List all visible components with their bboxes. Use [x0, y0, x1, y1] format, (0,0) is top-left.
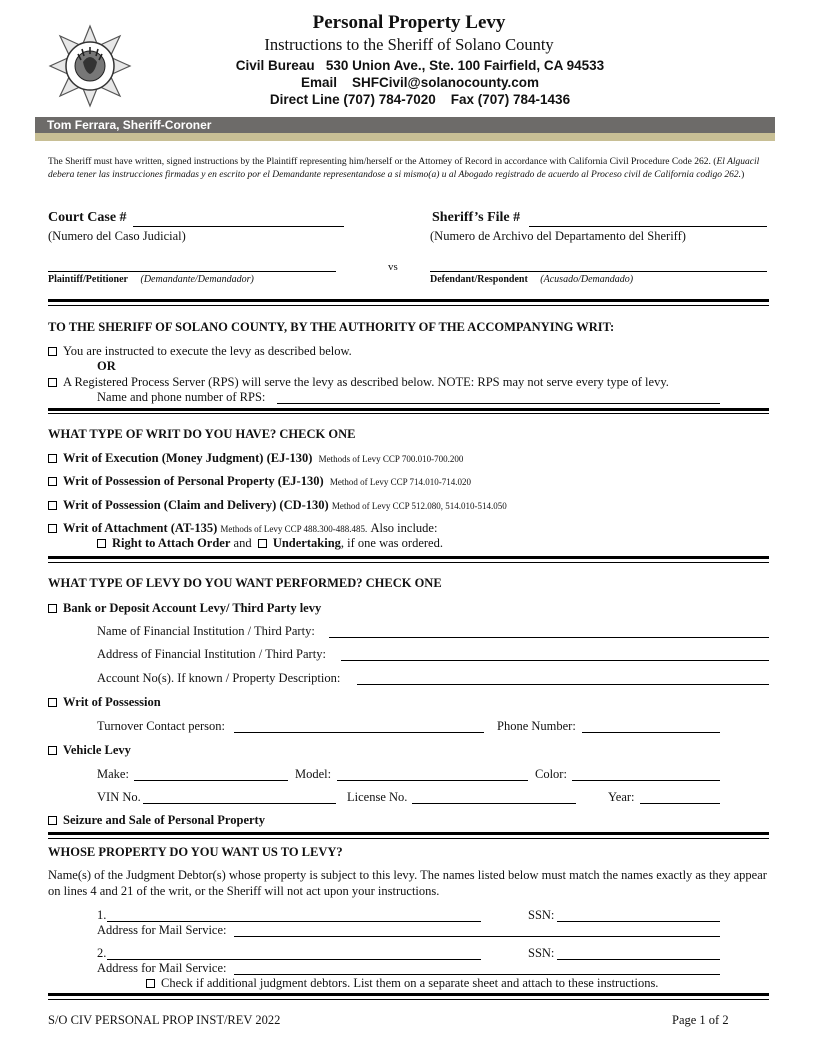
court-case-sub: (Numero del Caso Judicial) [48, 229, 186, 243]
checkbox-writ-execution[interactable] [48, 454, 57, 463]
authority-heading: TO THE SHERIFF OF SOLANO COUNTY, BY THE AUTHORITY OF THE ACCOMPANYING WRIT: [48, 320, 615, 334]
form-id: S/O CIV PERSONAL PROP INST/REV 2022 [48, 1013, 281, 1027]
attachment-extras: Right to Attach Order and Undertaking, if one was ordered. [97, 536, 443, 551]
page-number: Page 1 of 2 [672, 1013, 729, 1027]
whose-paragraph: Name(s) of the Judgment Debtor(s) whose property is subject to this levy. The names listed below must match the names exactly as they appear on lines 4 and 21 of the writ, or the Sheriff will not act upon your instructions. [48, 868, 767, 898]
debtor-2-mail-label: Address for Mail Service: [97, 961, 227, 975]
bureau-address: Civil Bureau 530 Union Ave., Ste. 100 Fairfield, CA 94533 [235, 58, 605, 73]
bank-account-input[interactable] [357, 684, 769, 685]
sheriff-badge-logo [48, 24, 132, 108]
defendant-label: Defendant/Respondent (Acusado/Demandado) [430, 274, 634, 285]
license-label: License No. [347, 790, 408, 804]
section-divider [48, 832, 769, 835]
levy-heading: WHAT TYPE OF LEVY DO YOU WANT PERFORMED? CHECK ONE [48, 576, 442, 590]
make-input[interactable] [134, 780, 288, 781]
checkbox-execute-levy[interactable] [48, 347, 57, 356]
section-divider [48, 299, 769, 302]
banner-accent [35, 133, 775, 141]
option-execute-levy[interactable]: You are instructed to execute the levy as described below. [48, 344, 352, 359]
sheriff-banner [35, 117, 775, 133]
section-divider [48, 413, 769, 414]
model-label: Model: [295, 767, 332, 781]
or-label: OR [97, 359, 116, 373]
plaintiff-input[interactable] [48, 271, 336, 272]
year-label: Year: [608, 790, 635, 804]
bank-address-label: Address of Financial Institution / Third Party: [97, 647, 326, 661]
sheriff-file-input[interactable] [529, 226, 767, 227]
form-subtitle: Instructions to the Sheriff of Solano County [264, 35, 554, 54]
section-divider [48, 305, 769, 306]
checkbox-writ-possession-levy[interactable] [48, 698, 57, 707]
court-case-input[interactable] [133, 226, 344, 227]
vs-label: vs [388, 261, 398, 273]
license-input[interactable] [412, 803, 576, 804]
debtor-1-ssn-label: SSN: [528, 908, 555, 922]
debtor-1-number: 1. [97, 908, 107, 922]
writ-option-attachment[interactable]: Writ of Attachment (AT-135) Methods of Levy CCP 488.300-488.485. Also include: [48, 521, 437, 536]
bank-address-input[interactable] [341, 660, 769, 661]
levy-option-possession[interactable]: Writ of Possession [48, 695, 161, 710]
checkbox-bank-levy[interactable] [48, 604, 57, 613]
checkbox-writ-attachment[interactable] [48, 524, 57, 533]
writ-heading: WHAT TYPE OF WRIT DO YOU HAVE? CHECK ONE [48, 427, 356, 441]
section-divider [48, 999, 769, 1000]
levy-option-seizure[interactable]: Seizure and Sale of Personal Property [48, 813, 265, 828]
bank-account-label: Account No(s). If known / Property Description: [97, 671, 341, 685]
rps-input[interactable] [277, 403, 720, 404]
vin-input[interactable] [143, 803, 336, 804]
sheriff-file-label: Sheriff’s File # [432, 210, 521, 225]
color-label: Color: [535, 767, 567, 781]
model-input[interactable] [337, 780, 528, 781]
plaintiff-label: Plaintiff/Petitioner (Demandante/Demandador) [48, 274, 254, 285]
form-title: Personal Property Levy [312, 12, 506, 33]
vin-label: VIN No. [97, 790, 141, 804]
sheriff-file-sub: (Numero de Archivo del Departamento del Sheriff) [430, 229, 686, 243]
debtor-2-ssn-input[interactable] [557, 959, 720, 960]
checkbox-writ-claim-delivery[interactable] [48, 501, 57, 510]
section-divider [48, 993, 769, 996]
checkbox-additional-debtors[interactable] [146, 979, 155, 988]
year-input[interactable] [640, 803, 720, 804]
option-rps[interactable]: A Registered Process Server (RPS) will serve the levy as described below. NOTE: RPS may not serve every type of levy. [48, 375, 669, 390]
phone-input[interactable] [582, 732, 720, 733]
defendant-input[interactable] [430, 271, 767, 272]
debtor-1-name-input[interactable] [107, 921, 481, 922]
sheriff-name: Tom Ferrara, Sheriff-Coroner [47, 118, 212, 132]
writ-option-execution[interactable]: Writ of Execution (Money Judgment) (EJ-130) Methods of Levy CCP 700.010-700.200 [48, 451, 463, 466]
color-input[interactable] [572, 780, 720, 781]
debtor-2-name-input[interactable] [107, 959, 481, 960]
levy-option-bank[interactable]: Bank or Deposit Account Levy/ Third Party levy [48, 601, 321, 616]
writ-option-possession-personal[interactable]: Writ of Possession of Personal Property (EJ-130) Method of Levy CCP 714.010-714.020 [48, 474, 471, 489]
debtor-2-ssn-label: SSN: [528, 946, 555, 960]
turnover-input[interactable] [234, 732, 484, 733]
writ-option-claim-delivery[interactable]: Writ of Possession (Claim and Delivery) (CD-130) Method of Levy CCP 512.080, 514.010-514.050 [48, 498, 507, 513]
court-case-label: Court Case # [48, 210, 127, 225]
checkbox-right-to-attach[interactable] [97, 539, 106, 548]
whose-heading: WHOSE PROPERTY DO YOU WANT US TO LEVY? [48, 845, 343, 859]
intro-paragraph: The Sheriff must have written, signed instructions by the Plaintiff representing him/herself or the Attorney of Record in accordance with California Civil Procedure Code 262. (El Alguacil debera tener las instrucciones firmadas y en escrito por el Demandante representandose a si mismo(a) u al Abogado registrado de acuerdo al Proceso civil de California codigo 262.) [48, 157, 760, 180]
section-divider [48, 556, 769, 559]
debtor-2-mail-input[interactable] [234, 974, 720, 975]
section-divider [48, 408, 769, 411]
phone-label: Phone Number: [497, 719, 576, 733]
bureau-phone: Direct Line (707) 784-7020 Fax (707) 784-1436 [269, 92, 571, 107]
checkbox-vehicle-levy[interactable] [48, 746, 57, 755]
levy-option-vehicle[interactable]: Vehicle Levy [48, 743, 131, 758]
make-label: Make: [97, 767, 129, 781]
debtor-2-number: 2. [97, 946, 107, 960]
checkbox-writ-possession-personal[interactable] [48, 477, 57, 486]
bank-name-input[interactable] [329, 637, 769, 638]
debtor-1-ssn-input[interactable] [557, 921, 720, 922]
section-divider [48, 562, 769, 563]
turnover-label: Turnover Contact person: [97, 719, 225, 733]
bank-name-label: Name of Financial Institution / Third Party: [97, 624, 315, 638]
checkbox-undertaking[interactable] [258, 539, 267, 548]
checkbox-rps[interactable] [48, 378, 57, 387]
rps-label: Name and phone number of RPS: [97, 390, 266, 404]
checkbox-seizure[interactable] [48, 816, 57, 825]
debtor-1-mail-label: Address for Mail Service: [97, 923, 227, 937]
section-divider [48, 838, 769, 839]
additional-debtors-option[interactable]: Check if additional judgment debtors. List them on a separate sheet and attach to these instructions. [146, 976, 658, 991]
debtor-1-mail-input[interactable] [234, 936, 720, 937]
bureau-email: Email SHFCivil@solanocounty.com [301, 75, 539, 90]
